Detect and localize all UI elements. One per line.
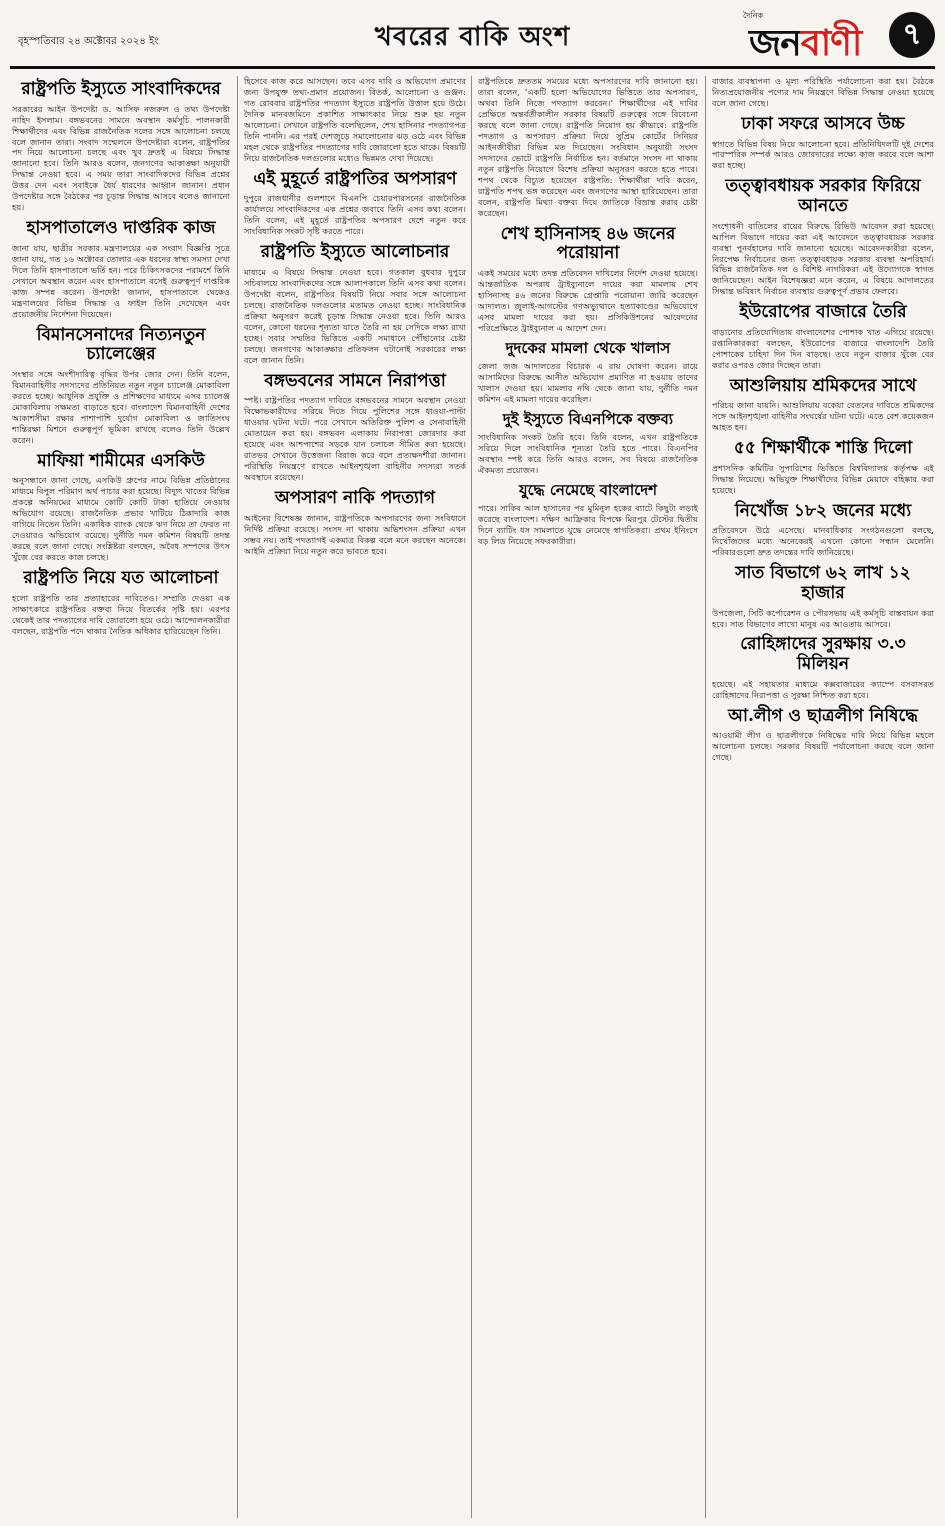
- article: [244, 76, 466, 164]
- article: [712, 76, 934, 109]
- article-body: অনুসন্ধানে জানা গেছে, এসকিউ গ্রুপের নামে বিভিন্ন প্রতিষ্ঠানের মাধ্যমে বিপুল পরিমাণ অর্থ পাচার করা হয়েছে। বিদ্যুৎ খাতের বিভিন্ন প্রকল্পে অনিয়মের মাধ্যমে কোটি কোটি টাকা হাতিয়ে নেওয়ার অভিযোগ রয়েছে। রাজনৈতিক প্রভাব খাটিয়ে ঠিকাদারি কাজ বাগিয়ে নিতেন তিনি। একাধিক ব্যাংক থেকে ঋণ নিয়ে তা ফেরত না দেওয়ারও অভিযোগ রয়েছে। দুর্নীতি দমন কমিশন বিষয়টি তদন্ত করছে বলে জানা গেছে। সংশ্লিষ্টরা বলছেন, অবৈধ সম্পদের উৎস খুঁজে বের করতে কাজ চলছে।: [12, 475, 230, 563]
- column-4: [712, 76, 934, 1518]
- column-3: [478, 76, 698, 1518]
- article-body: বাড়ানোর প্রতিযোগিতায় বাংলাদেশের পোশাক খাত এগিয়ে রয়েছে। রপ্তানিকারকরা বলছেন, ইউরোপের বাজারে বাংলাদেশি তৈরি পোশাকের চাহিদা দিন দিন বাড়ছে। তবে নতুন বাজার খুঁজে বের করার ওপরও জোর দিচ্ছেন তারা।: [712, 326, 934, 370]
- article: [712, 439, 934, 496]
- header-divider: [10, 66, 935, 69]
- article-headline: রাষ্ট্রপতি নিয়ে যত আলোচনা: [23, 568, 219, 589]
- article-body: জেলা জজ আদালতের বিচারক এ রায় ঘোষণা করেন। রায়ে আসামিদের বিরুদ্ধে আনীত অভিযোগ প্রমাণিত না হওয়ায় তাদের খালাস দেওয়া হয়। মামলার নথি থেকে জানা যায়, দুর্নীতি দমন কমিশন এই মামলা দায়ের করেছিল।: [478, 361, 698, 404]
- article: [478, 482, 698, 547]
- article: [244, 372, 466, 483]
- section-title: খবরের বাকি অংশ: [374, 22, 571, 52]
- article-headline: সাত বিভাগে ৬২ লাখ ১২ হাজার: [735, 563, 911, 603]
- article: [244, 170, 466, 237]
- article-body: দুপুরে রাজধানীর গুলশানে বিএনপি চেয়ারপারসনের রাজনৈতিক কার্যালয়ে সাংবাদিকদের এক প্রশ্নের জবাবে তিনি এসব কথা বলেন। তিনি বলেন, এই মুহূর্তে রাষ্ট্রপতির অপসারণ দেশে নতুন করে সাংবিধানিক সংকট সৃষ্টি করতে পারে।: [244, 193, 466, 237]
- publication-date: বৃহস্পতিবার ২৪ অক্টোবর ২০২৪ ইং: [18, 36, 159, 47]
- article-headline: যুদ্ধে নেমেছে বাংলাদেশ: [518, 481, 658, 500]
- article-body: সংস্থার সঙ্গে অংশীদারিত্ব বৃদ্ধির উপর জোর দেন। তিনি বলেন, বিমানবাহিনীর সদস্যদের প্রতিনিয়ত নতুন নতুন চ্যালেঞ্জ মোকাবিলা করতে হচ্ছে। আধুনিক প্রযুক্তি ও প্রশিক্ষণের মাধ্যমে এসব চ্যালেঞ্জ মোকাবিলায় সক্ষমতা বাড়াতে হবে। বাংলাদেশ বিমানবাহিনী দেশের আকাশসীমা রক্ষার পাশাপাশি দুর্যোগ মোকাবিলা ও জাতিসংঘ শান্তিরক্ষা মিশনে গুরুত্বপূর্ণ ভূমিকা রাখছে বলেও তিনি উল্লেখ করেন।: [12, 368, 230, 445]
- article: [712, 502, 934, 559]
- article-headline: তত্ত্বাবধায়ক সরকার ফিরিয়ে আনতে: [725, 176, 921, 216]
- article: [478, 225, 698, 334]
- article-body: স্পষ্ট। রাষ্ট্রপতির পদত্যাগ দাবিতে বঙ্গভবনের সামনে অবস্থান নেওয়া বিক্ষোভকারীদের সরিয়ে দিতে গিয়ে পুলিশের সঙ্গে ধাওয়া-পাল্টা ধাওয়ার ঘটনা ঘটে। পরে সেখানে অতিরিক্ত পুলিশ ও সেনাবাহিনী মোতায়েন করা হয়। বঙ্গভবন এলাকায় নিরাপত্তা জোরদার করা হয়েছে এবং আশপাশের সড়কে যান চলাচল সীমিত করা হয়েছে। রাতভর সেখানে উত্তেজনা বিরাজ করে বলে প্রত্যক্ষদর্শীরা জানান। পরিস্থিতি নিয়ন্ত্রণে রাখতে আইনশৃঙ্খলা বাহিনীর সদস্যরা সতর্ক অবস্থানে রয়েছেন।: [244, 395, 466, 483]
- article-body: সরকারের আইন উপদেষ্টা ড. আসিফ নজরুল ও তথ্য উপদেষ্টা নাহিদ ইসলাম। বঙ্গভবনের সামনে অবস্থান কর্মসূচি পালনকারী শিক্ষার্থীদের এবং বিভিন্ন রাজনৈতিক দলের সঙ্গে আলোচনা চলছে বলে জানান তারা। সংবাদ সম্মেলনে উপদেষ্টারা বলেন, রাষ্ট্রপতির পদ নিয়ে আলোচনা চলছে এবং খুব দ্রুতই এ বিষয়ে সিদ্ধান্ত জানানো হবে। তিনি আরও বলেন, জনগণের আকাঙ্ক্ষা অনুযায়ী সিদ্ধান্ত নেওয়া হবে। এ সময় তারা সাংবাদিকদের বিভিন্ন প্রশ্নের উত্তর দেন এবং সবাইকে ধৈর্য ধারণের আহ্বান জানান। প্রধান উপদেষ্টার সঙ্গে বৈঠকের পর চূড়ান্ত সিদ্ধান্ত আসবে বলেও জানানো হয়।: [12, 103, 230, 213]
- article-body: আইনের বিশেষজ্ঞ জানান, রাষ্ট্রপতিকে অপসারণের জন্য সংবিধানে নির্দিষ্ট প্রক্রিয়া রয়েছে। সংসদ না থাকায় অভিশংসন প্রক্রিয়া এখন সম্ভব নয়। তাই পদত্যাগই একমাত্র বিকল্প বলে মনে করছেন অনেকে। আইনি প্রক্রিয়া নিয়ে নতুন করে ভাবতে হবে।: [244, 512, 466, 556]
- article-headline: নিখোঁজ ১৮২ জনের মধ্যে: [734, 500, 912, 521]
- article-body: প্রতিবেদনে উঠে এসেছে। মানবাধিকার সংগঠনগুলো বলছে, নিখোঁজদের মধ্যে অনেকেরই এখনো কোনো সন্ধান মেলেনি। পরিবারগুলো দ্রুত তদন্তের দাবি জানিয়েছে।: [712, 525, 934, 558]
- page-number-badge: ৭: [889, 12, 935, 58]
- article: [712, 635, 934, 700]
- article-headline: মাফিয়া শামীমের এসকিউ: [37, 450, 205, 471]
- article-headline: বিমানসেনাদের নিত্যনতুন চ্যালেঞ্জের: [36, 324, 206, 365]
- article: [244, 243, 466, 365]
- article-body: আওয়ামী লীগ ও ছাত্রলীগকে নিষিদ্ধের দাবি নিয়ে বিভিন্ন মহলে আলোচনা চলছে। সরকার বিষয়টি পর্যালোচনা করছে বলে জানা গেছে।: [712, 730, 934, 763]
- article-body: রাষ্ট্রপতিকে দ্রুততম সময়ের মধ্যে অপসারণের দাবি জানানো হয়। তারা বলেন, ‘একটি হলো অভিযোগের ভিত্তিতে তার অপসারণ, অথবা তিনি নিজে পদত্যাগ করবেন।’ শিক্ষার্থীদের এই দাবির প্রেক্ষিতে অন্তর্বর্তীকালীন সরকার বিষয়টি গুরুত্বের সঙ্গে বিবেচনা করছে বলে জানা গেছে। রাষ্ট্রপতি নিয়োগ হয় কীভাবে: রাষ্ট্রপতি পদত্যাগ ও অপসারণ প্রক্রিয়া নিয়ে সুপ্রিম কোর্টের সিনিয়র আইনজীবীরা বিভিন্ন মত দিয়েছেন। সংবিধান অনুযায়ী সংসদ সদস্যদের ভোটে রাষ্ট্রপতি নির্বাচিত হন। বর্তমানে সংসদ না থাকায় নতুন রাষ্ট্রপতি নিয়োগে বিশেষ প্রক্রিয়া অনুসরণ করতে হতে পারে। শপথ থেকে বিচ্যুত হয়েছেন রাষ্ট্রপতি: শিক্ষার্থীরা দাবি করেন, রাষ্ট্রপতি শপথ ভঙ্গ করেছেন এবং জনগণের আস্থা হারিয়েছেন। তারা বলেন, রাষ্ট্রপতি মিথ্যা বক্তব্য দিয়ে জাতিকে বিভ্রান্ত করার চেষ্টা করেছেন।: [478, 76, 698, 218]
- column-1: [12, 76, 230, 1518]
- article-headline: আ.লীগ ও ছাত্রলীগ নিষিদ্ধে: [728, 705, 918, 726]
- article-body: পরিচয় জানা যায়নি। আশুলিয়ায় বকেয়া বেতনের দাবিতে শ্রমিকদের সঙ্গে আইনশৃঙ্খলা বাহিনীর সংঘর্ষের ঘটনা ঘটে। এতে বেশ কয়েকজন আহত হন।: [712, 400, 934, 433]
- article-headline: রাষ্ট্রপতি ইস্যুতে সাংবাদিকদের: [21, 79, 221, 99]
- article: [12, 219, 230, 319]
- article-body: সংশোধনী বাতিলের রায়ের বিরুদ্ধে রিভিউ আবেদন করা হয়েছে। আপিল বিভাগে দায়ের করা এই আবেদনে তত্ত্বাবধায়ক সরকার ব্যবস্থা পুনর্বহালের দাবি জানানো হয়েছে। আবেদনকারীরা বলেন, নিরপেক্ষ নির্বাচনের জন্য তত্ত্বাবধায়ক সরকার ব্যবস্থা অপরিহার্য। বিভিন্ন রাজনৈতিক দল ও বিশিষ্ট নাগরিকরা এই উদ্যোগকে স্বাগত জানিয়েছেন। আইন বিশেষজ্ঞরা মনে করেন, এ বিষয়ে আদালতের সিদ্ধান্ত ভবিষ্যৎ নির্বাচন ব্যবস্থায় গুরুত্বপূর্ণ প্রভাব ফেলবে।: [712, 220, 934, 297]
- article-body: পারে। সাকিব আল হাসানের পর মুমিনুল হকের ব্যাটে কিছুটা লড়াই করেছে বাংলাদেশ। দক্ষিণ আফ্রিকার বিপক্ষে মিরপুর টেস্টের দ্বিতীয় দিনে ব্যাটিং ধস সামলাতে যুদ্ধে নেমেছে স্বাগতিকরা। প্রথম ইনিংসে বড় লিড নিয়েছে সফরকারীরা।: [478, 503, 698, 547]
- logo-part-2: বাণী: [800, 23, 862, 64]
- article-body: বাজার ব্যবস্থাপনা ও মূল্য পরিস্থিতি পর্যালোচনা করা হয়। বৈঠকে নিত্যপ্রয়োজনীয় পণ্যের দাম নিয়ন্ত্রণে বিভিন্ন সিদ্ধান্ত নেওয়া হয়েছে বলে জানা গেছে।: [712, 76, 934, 108]
- article-body: সাংবিধানিক সংকট তৈরি হবে। তিনি বলেন, এখন রাষ্ট্রপতিকে সরিয়ে দিলে সাংবিধানিক শূন্যতা তৈরি হতে পারে। বিএনপির অবস্থান স্পষ্ট করে তিনি আরও বলেন, সব বিষয়ে রাজনৈতিক ঐকমত্য প্রয়োজন।: [478, 432, 698, 476]
- article: [12, 452, 230, 563]
- column-divider: [705, 76, 706, 1518]
- article-headline: বঙ্গভবনের সামনে নিরাপত্তা: [264, 370, 446, 391]
- article: [478, 340, 698, 405]
- article-headline: হাসপাতালেও দাপ্তরিক কাজ: [26, 218, 216, 239]
- article: [712, 707, 934, 764]
- newspaper-logo: [743, 10, 883, 62]
- article-body: জানা যায়, ছাত্রীর সরকার মন্ত্রণালয়ের এক সংবাদ বিজ্ঞপ্তি সূত্রে জানা যায়, গত ১৬ অক্টোবর তোলার এক ধরনের স্বাস্থ্য সমস্যা দেখা দিলে তিনি হাসপাতালে ভর্তি হন। পরে চিকিৎসকদের পরামর্শে তিনি সেখানে অবস্থান করেন এবং হাসপাতালে বসেই গুরুত্বপূর্ণ দাপ্তরিক কাজ সম্পন্ন করেন। উপদেষ্টা জানান, হাসপাতালে থেকেও মন্ত্রণালয়ের বিভিন্ন সিদ্ধান্ত ও ফাইল তিনি দেখেছেন এবং প্রয়োজনীয় নির্দেশনা দিয়েছেন।: [12, 242, 230, 319]
- article-headline: আশুলিয়ায় শ্রমিকদের সাথে: [729, 375, 917, 396]
- article-headline: দুদকের মামলা থেকে খালাস: [505, 338, 671, 357]
- article-headline: ৫৫ শিক্ষার্থীকে শাস্তি দিলো: [733, 438, 913, 459]
- article-headline: ঢাকা সফরে আসবে উচ্চ: [741, 113, 905, 134]
- article-body: মাধ্যমে এ বিষয়ে সিদ্ধান্ত নেওয়া হবে। গতকাল বুধবার দুপুরে সচিবালয়ে সাংবাদিকদের সঙ্গে আলাপকালে তিনি এসব কথা বলেন। উপদেষ্টা বলেন, রাষ্ট্রপতির বিষয়টি নিয়ে সবার সঙ্গে আলোচনা চলছে। রাজনৈতিক দলগুলোর মতামত নেওয়া হচ্ছে। সাংবিধানিক প্রক্রিয়া অনুসরণ করেই চূড়ান্ত সিদ্ধান্ত নেওয়া হবে। তিনি আরও বলেন, কোনো ধরনের শূন্যতা যাতে তৈরি না হয় সেদিকে লক্ষ্য রাখা হচ্ছে। সবার সম্মতির ভিত্তিতে একটি সমাধানে পৌঁছানোর চেষ্টা চলছে। জনগণের আকাঙ্ক্ষার প্রতিফলন ঘটানোই সরকারের লক্ষ্য বলে জানান তিনি।: [244, 266, 466, 365]
- article-body: একই সময়ের মধ্যে তদন্ত প্রতিবেদন দাখিলের নির্দেশ দেওয়া হয়েছে। আন্তর্জাতিক অপরাধ ট্রাইব্যুনালে দায়ের করা মামলায় শেখ হাসিনাসহ ৪৬ জনের বিরুদ্ধে গ্রেপ্তারি পরোয়ানা জারি করেছেন আদালত। জুলাই-আগস্টের গণঅভ্যুত্থানে হত্যাকাণ্ডের অভিযোগে এসব মামলা দায়ের করা হয়। প্রসিকিউশনের আবেদনের পরিপ্রেক্ষিতে ট্রাইব্যুনাল এ আদেশ দেন।: [478, 267, 698, 333]
- article: [12, 569, 230, 636]
- column-2: [244, 76, 466, 1518]
- article-headline: রোহিঙ্গাদের সুরক্ষায় ৩.৩ মিলিয়ন: [740, 634, 906, 675]
- article: [478, 411, 698, 476]
- masthead: [10, 8, 935, 64]
- article: [244, 489, 466, 556]
- article-headline: অপসারণ নাকি পদত্যাগ: [275, 488, 435, 509]
- article: [712, 303, 934, 370]
- column-divider: [471, 76, 472, 1518]
- article-headline: শেখ হাসিনাসহ ৪৬ জনের পরোয়ানা: [500, 223, 676, 264]
- article: [712, 177, 934, 297]
- article-body: হিসেবে কাজ করে আসছেন। তবে এসব দাবি ও অভিযোগ প্রমাণের জন্য উপযুক্ত তথ্য-প্রমাণ প্রয়োজন। বিতর্ক, আলোচনা ও গুঞ্জন: গত রোববার রাষ্ট্রপতির পদত্যাগ ইস্যুতে রাষ্ট্রপতি উত্তাল হয়ে উঠে। দৈনিক মানবজমিনে প্রকাশিত সাক্ষাৎকার নিয়ে শুরু হয় নতুন আলোচনা। সেখানে রাষ্ট্রপতি বলেছিলেন, শেখ হাসিনার পদত্যাগপত্র তিনি পাননি। এর পরই দেশজুড়ে সমালোচনার ঝড় ওঠে এবং বিভিন্ন মহল থেকে রাষ্ট্রপতির পদত্যাগের দাবি জোরালো হতে থাকে। বিষয়টি নিয়ে রাজনৈতিক দলগুলোর মধ্যেও ভিন্নমত দেখা দিয়েছে।: [244, 76, 466, 163]
- article: [712, 377, 934, 434]
- logo-subtitle: দৈনিক: [743, 11, 764, 20]
- article: [712, 115, 934, 172]
- article-body: প্রশাসনিক কমিটির সুপারিশের ভিত্তিতে বিশ্ববিদ্যালয় কর্তৃপক্ষ এই সিদ্ধান্ত নিয়েছে। অভিযুক্ত শিক্ষার্থীদের বিভিন্ন মেয়াদে বহিষ্কার করা হয়েছে।: [712, 462, 934, 495]
- article: [12, 80, 230, 213]
- article: [12, 326, 230, 446]
- article: [478, 76, 698, 219]
- article: [712, 564, 934, 629]
- article-body: হয়েছে। এই সহায়তার মাধ্যমে কক্সবাজারের ক্যাম্পে বসবাসরত রোহিঙ্গাদের নিরাপত্তা ও সুরক্ষা নিশ্চিত করা হবে।: [712, 678, 934, 700]
- article-headline: ইউরোপের বাজারে তৈরি: [739, 302, 907, 323]
- article-headline: রাষ্ট্রপতি ইস্যুতে আলোচনার: [260, 242, 450, 263]
- article-body: হলো রাষ্ট্রপতি তার প্রত্যাহারের দাবিতেও। সম্প্রতি দেওয়া এক সাক্ষাৎকারে রাষ্ট্রপতির বক্তব্য নিয়ে বিতর্কের সৃষ্টি হয়। এরপর থেকেই তার পদত্যাগের দাবি জোরালো হয়ে ওঠে। আন্দোলনকারীরা বলছেন, রাষ্ট্রপতি পদে থাকার নৈতিক অধিকার হারিয়েছেন তিনি।: [12, 592, 230, 636]
- article-body: উপজেলা, সিটি কর্পোরেশন ও পৌরসভায় এই কর্মসূচি বাস্তবায়ন করা হবে। সাত বিভাগের লাখো মানুষ এর আওতায় আসবে।: [712, 607, 934, 629]
- logo-part-1: জন: [749, 23, 801, 64]
- article-headline: দুই ইস্যুতে বিএনপিকে বক্তব্য: [502, 409, 674, 428]
- article-body: স্বাগতে বিভিন্ন বিষয় নিয়ে আলোচনা হবে। প্রতিনিধিদলটি দুই দেশের পারস্পরিক সম্পর্ক আরও জোরদারের লক্ষ্যে কাজ করবে বলে আশা করা হচ্ছে।: [712, 138, 934, 171]
- article-headline: এই মুহূর্তে রাষ্ট্রপতির অপসারণ: [253, 168, 457, 189]
- column-divider: [237, 76, 238, 1518]
